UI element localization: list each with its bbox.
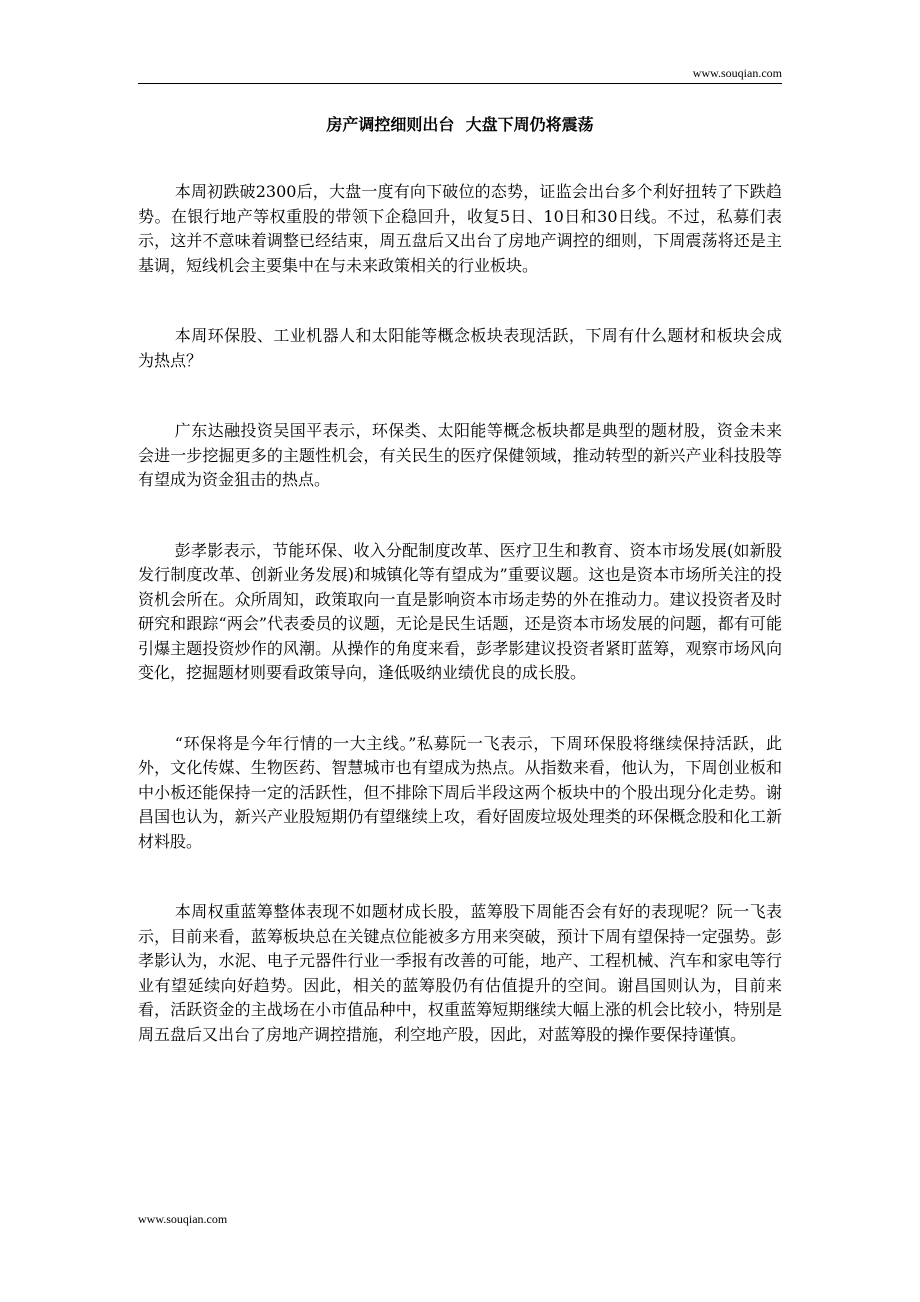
paragraph-2: 本周环保股、工业机器人和太阳能等概念板块表现活跃，下周有什么题材和板块会成为热点？ <box>138 326 782 370</box>
paragraph-3: 广东达融投资吴国平表示，环保类、太阳能等概念板块都是典型的题材股，资金未来会进一步挖掘更多的主题性机会，有关民生的医疗保健领域，推动转型的新兴产业科技股等有望成为资金狙击的热点。 <box>138 421 782 489</box>
paragraph-6: 本周权重蓝筹整体表现不如题材成长股，蓝筹股下周能否会有好的表现呢？阮一飞表示，目前来看，蓝筹板块总在关键点位能被多方用来突破，预计下周有望保持一定强势。彭孝影认为，水泥、电子元器件行业一季报有改善的可能，地产、工程机械、汽车和家电等行业有望延续向好趋势。因此，相关的蓝筹股仍有估值提升的空间。谢昌国则认为，目前来看，活跃资金的主战场在小市值品种中，权重蓝筹短期继续大幅上涨的机会比较小，特别是周五盘后又出台了房地产调控措施，利空地产股，因此，对蓝筹股的操作要保持谨慎。 <box>138 902 782 1044</box>
paragraph-1: 本周初跌破2300后，大盘一度有向下破位的态势，证监会出台多个利好扭转了下跌趋势。在银行地产等权重股的带领下企稳回升，收复5日、10日和30日线。不过，私募们表示，这并不意味着调整已经结束，周五盘后又出台了房地产调控的细则，下周震荡将还是主基调，短线机会主要集中在与未来政策相关的行业板块。 <box>138 182 782 275</box>
paragraph-4: 彭孝影表示，节能环保、收入分配制度改革、医疗卫生和教育、资本市场发展(如新股发行制度改革、创新业务发展)和城镇化等有望成为”重要议题。这也是资本市场所关注的投资机会所在。众所周知，政策取向一直是影响资本市场走势的外在推动力。建议投资者及时研究和跟踪“两会”代表委员的议题，无论是民生话题，还是资本市场发展的问题，都有可能引爆主题投资炒作的风潮。从操作的角度来看，彭孝影建议投资者紧盯蓝筹，观察市场风向变化，挖掘题材则要看政策导向，逢低吸纳业绩优良的成长股。 <box>138 540 782 682</box>
article-title: 房产调控细则出台 大盘下周仍将震荡 <box>326 115 594 134</box>
header-url: www.souqian.com <box>692 66 782 80</box>
article-body <box>138 180 782 1093</box>
footer-url: www.souqian.com <box>138 1212 228 1226</box>
paragraph-5: “环保将是今年行情的一大主线。”私募阮一飞表示，下周环保股将继续保持活跃，此外，文化传媒、生物医药、智慧城市也有望成为热点。从指数来看，他认为，下周创业板和中小板还能保持一定的活跃性，但不排除下周后半段这两个板块中的个股出现分化走势。谢昌国也认为，新兴产业股短期仍有望继续上攻，看好固废垃圾处理类的环保概念股和化工新材料股。 <box>138 733 782 851</box>
header-divider <box>138 83 782 84</box>
